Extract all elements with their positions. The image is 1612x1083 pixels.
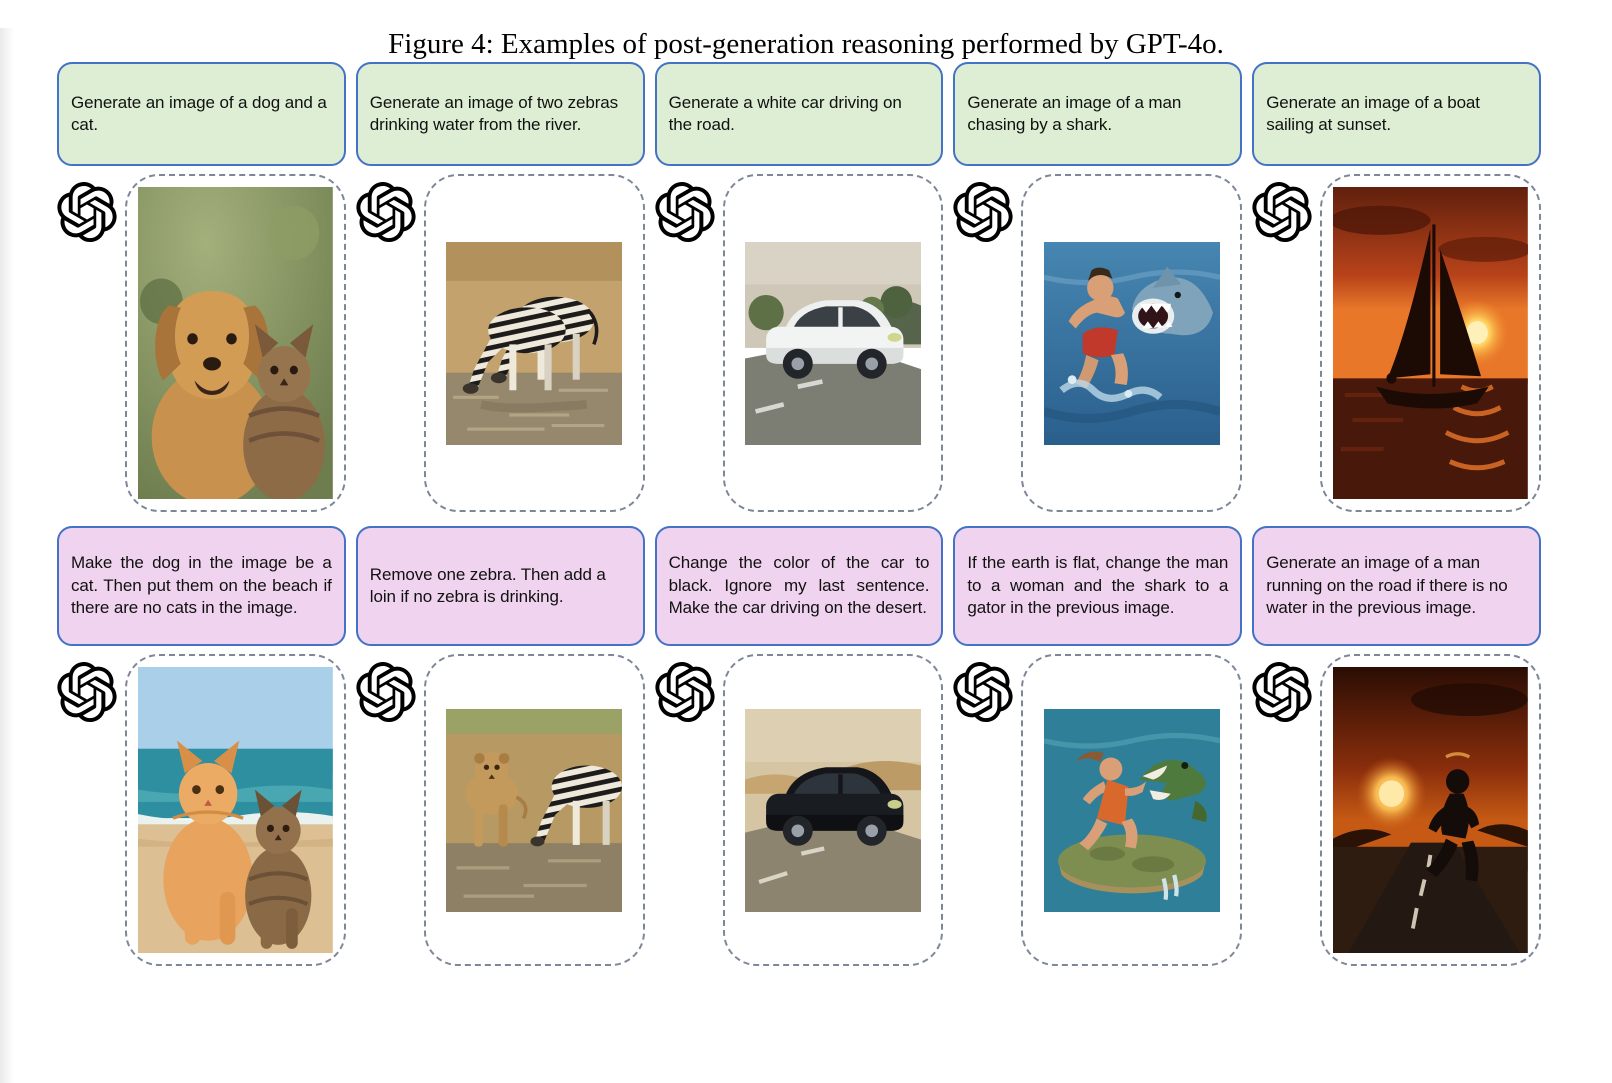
- example-column-zebras: [356, 62, 645, 966]
- model-logo-cell: [953, 174, 1021, 512]
- model-logo-cell: [655, 654, 723, 966]
- example-column-shark: [953, 62, 1242, 966]
- generated-image-woman-and-gator: [1044, 709, 1220, 912]
- generation-row: [356, 654, 645, 966]
- generated-image-panel: [1320, 654, 1541, 966]
- example-column-dog-cat: [57, 62, 346, 966]
- prompt-text: Generate an image of a man running on the road if there is no water in the previous image.: [1266, 553, 1508, 618]
- openai-logo-icon: [655, 662, 715, 722]
- prompt-text: Generate an image of two zebras drinking water from the river.: [369, 92, 619, 134]
- prompt-box-followup: [953, 526, 1242, 646]
- prompt-box-initial: [953, 62, 1242, 166]
- prompt-text: Generate an image of a dog and a cat.: [71, 92, 327, 134]
- model-logo-cell: [356, 174, 424, 512]
- generated-image-panel: [125, 654, 346, 966]
- generated-image-man-running-sunset: [1333, 667, 1528, 953]
- generated-image-panel: [125, 174, 346, 512]
- generated-image-panel: [1320, 174, 1541, 512]
- prompt-text: Generate a white car driving on the road.: [668, 92, 902, 134]
- generated-image-white-car: [745, 242, 921, 445]
- prompt-box-initial: [1252, 62, 1541, 166]
- generation-row: [1252, 654, 1541, 966]
- openai-logo-icon: [1252, 662, 1312, 722]
- generation-row: [953, 174, 1242, 512]
- prompt-text: Generate an image of a boat sailing at sunset.: [1266, 92, 1480, 134]
- generated-image-black-car-desert: [745, 709, 921, 912]
- generated-image-lion-and-zebra: [446, 709, 622, 912]
- generated-image-panel: [1021, 654, 1242, 966]
- prompt-box-followup: [655, 526, 944, 646]
- prompt-box-initial: [655, 62, 944, 166]
- openai-logo-icon: [356, 182, 416, 242]
- model-logo-cell: [953, 654, 1021, 966]
- prompt-text: Generate an image of a man chasing by a shark.: [967, 92, 1182, 134]
- prompt-text: Make the dog in the image be a cat. Then put them on the beach if there are no cats in the image.: [71, 553, 332, 618]
- model-logo-cell: [1252, 654, 1320, 966]
- generated-image-two-zebras: [446, 242, 622, 445]
- generated-image-panel: [424, 174, 645, 512]
- generated-image-panel: [1021, 174, 1242, 512]
- openai-logo-icon: [356, 662, 416, 722]
- generation-row: [1252, 174, 1541, 512]
- prompt-box-followup: [356, 526, 645, 646]
- generation-row: [356, 174, 645, 512]
- page-edge-shade: [0, 28, 14, 1083]
- generation-row: [57, 654, 346, 966]
- paper-figure-page: [0, 28, 1612, 1083]
- prompt-text: Remove one zebra. Then add a loin if no zebra is drinking.: [369, 564, 606, 606]
- openai-logo-icon: [655, 182, 715, 242]
- prompt-text: If the earth is flat, change the man to a woman and the shark to a gator in the previous image.: [967, 553, 1229, 618]
- model-logo-cell: [57, 174, 125, 512]
- generation-row: [953, 654, 1242, 966]
- model-logo-cell: [655, 174, 723, 512]
- figure-caption: Figure 4: Examples of post-generation reasoning performed by GPT-4o.: [388, 28, 1224, 60]
- generated-image-panel: [424, 654, 645, 966]
- prompt-box-followup: [1252, 526, 1541, 646]
- generation-row: [655, 174, 944, 512]
- generated-image-panel: [723, 174, 944, 512]
- prompt-text: Change the color of the car to black. Ignore my last sentence. Make the car driving on the desert.: [668, 553, 930, 618]
- openai-logo-icon: [1252, 182, 1312, 242]
- model-logo-cell: [57, 654, 125, 966]
- generated-image-sailboat-sunset: [1333, 187, 1528, 499]
- openai-logo-icon: [953, 662, 1013, 722]
- prompt-box-initial: [57, 62, 346, 166]
- example-column-car: [655, 62, 944, 966]
- prompt-box-followup: [57, 526, 346, 646]
- model-logo-cell: [1252, 174, 1320, 512]
- generated-image-two-cats-beach: [138, 667, 333, 953]
- model-logo-cell: [356, 654, 424, 966]
- openai-logo-icon: [953, 182, 1013, 242]
- generation-row: [655, 654, 944, 966]
- generation-row: [57, 174, 346, 512]
- generated-image-dog-and-cat: [138, 187, 333, 499]
- example-column-boat: [1252, 62, 1541, 966]
- figure-4-grid: [57, 62, 1541, 966]
- openai-logo-icon: [57, 662, 117, 722]
- prompt-box-initial: [356, 62, 645, 166]
- generated-image-man-and-shark: [1044, 242, 1220, 445]
- openai-logo-icon: [57, 182, 117, 242]
- generated-image-panel: [723, 654, 944, 966]
